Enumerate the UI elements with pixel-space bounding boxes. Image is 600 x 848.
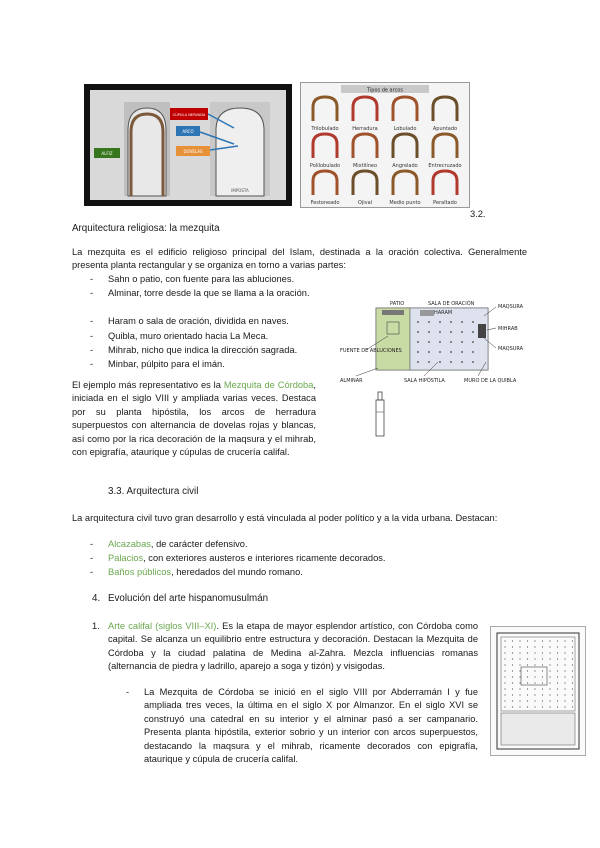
column-dot xyxy=(557,694,558,695)
arch-type-label: Peraltado xyxy=(433,200,457,206)
arch-type-item xyxy=(310,97,338,132)
arch-type-item xyxy=(353,171,377,206)
column-dot xyxy=(564,682,565,683)
column-dot xyxy=(428,321,430,323)
column-dot xyxy=(527,658,528,659)
column-dot xyxy=(534,676,535,677)
column-dot xyxy=(564,646,565,647)
arch-type-item xyxy=(352,97,377,132)
arch-types-figure xyxy=(300,82,470,208)
column-dot xyxy=(504,682,505,683)
column-dot xyxy=(534,670,535,671)
califal-subitem: - La Mezquita de Córdoba se inició en el siglo VIII por Abderramán I y fue ampliada tres veces, la última en el siglo X por Almanzor. En el siglo XVI se construyó una catedral en su interior y el alminar pasó a ser campanario. Presenta planta hipóstila, exterior sobrio y un interior con arcos superpuestos, destacando la maqsura y el mihrab, ricamente decorados con epigrafía, ataurique y cúpula de crucería califal. xyxy=(126,687,478,765)
column-dot xyxy=(564,700,565,701)
column-dot xyxy=(549,694,550,695)
column-dot xyxy=(564,676,565,677)
heading-civil: 3.3. Arquitectura civil xyxy=(108,486,199,497)
column-dot xyxy=(504,694,505,695)
column-dot xyxy=(549,676,550,677)
arch-type-label: Mixtilíneo xyxy=(352,163,378,169)
column-dot xyxy=(534,664,535,665)
column-dot xyxy=(542,658,543,659)
column-dot xyxy=(534,652,535,653)
column-dot xyxy=(417,321,419,323)
arch-label-dovelas: DOVELAS xyxy=(183,149,203,154)
column-dot xyxy=(519,658,520,659)
column-dot xyxy=(504,706,505,707)
column-dot xyxy=(549,640,550,641)
cordoba-plan-figure xyxy=(490,626,586,756)
column-dot xyxy=(512,658,513,659)
column-dot xyxy=(557,670,558,671)
column-dot xyxy=(450,351,452,353)
column-dot xyxy=(527,646,528,647)
column-dot xyxy=(461,331,463,333)
list-item: - Alcazabas, de carácter defensivo. xyxy=(90,539,248,549)
column-dot xyxy=(534,700,535,701)
column-dot xyxy=(472,351,474,353)
plan-label-patio: PATIO xyxy=(390,301,405,307)
arch-type-label: Ojival xyxy=(357,200,373,206)
list-item: - Palacios, con exteriores austeros e interiores ricamente decorados. xyxy=(90,553,386,563)
column-dot xyxy=(450,321,452,323)
column-dot xyxy=(439,321,441,323)
column-dot xyxy=(504,688,505,689)
section-number-tail: 3.2. xyxy=(470,209,486,219)
column-dot xyxy=(512,640,513,641)
example-paragraph: El ejemplo más representativo es la Mezquita de Córdoba, iniciada en el siglo VIII y ampliada varias veces. Destaca por su planta hipóstila, los arcos de herradura superpuestos con alternancia de dovelas rojas y blancas, así como por la rica decoración de la maqsura y el mihrab, con epigrafía, ataurique y cúpulas de crucería califal. xyxy=(72,380,316,458)
column-dot xyxy=(439,361,441,363)
column-dot xyxy=(549,646,550,647)
arch-type-item xyxy=(392,134,417,169)
list-item: - Mihrab, nicho que indica la dirección sagrada. xyxy=(90,345,298,355)
column-dot xyxy=(557,682,558,683)
column-dot xyxy=(534,706,535,707)
column-dot xyxy=(512,694,513,695)
column-dot xyxy=(512,646,513,647)
heading-mezquita: Arquitectura religiosa: la mezquita xyxy=(72,223,220,234)
column-dot xyxy=(512,700,513,701)
column-dot xyxy=(519,688,520,689)
column-dot xyxy=(417,351,419,353)
column-dot xyxy=(549,706,550,707)
arte-califal-link[interactable]: Arte califal (siglos VIII–XI) xyxy=(108,621,217,631)
column-dot xyxy=(461,321,463,323)
column-dot xyxy=(527,688,528,689)
column-dot xyxy=(542,664,543,665)
column-dot xyxy=(519,664,520,665)
arch-type-label: Herradura xyxy=(352,126,378,132)
column-dot xyxy=(439,351,441,353)
column-dot xyxy=(417,341,419,343)
column-dot xyxy=(564,694,565,695)
column-dot xyxy=(461,341,463,343)
mezquita-cordoba-link[interactable]: Mezquita de Córdoba xyxy=(223,380,314,390)
column-dot xyxy=(534,640,535,641)
column-dot xyxy=(534,694,535,695)
column-dot xyxy=(428,351,430,353)
mosque-plan-sketch xyxy=(338,296,526,446)
column-dot xyxy=(504,664,505,665)
column-dot xyxy=(572,640,573,641)
column-dot xyxy=(461,361,463,363)
column-dot xyxy=(534,658,535,659)
column-dot xyxy=(519,670,520,671)
column-dot xyxy=(557,664,558,665)
column-dot xyxy=(572,688,573,689)
column-dot xyxy=(564,640,565,641)
column-dot xyxy=(504,640,505,641)
arch-type-label: Lobulado xyxy=(393,126,417,132)
column-dot xyxy=(542,652,543,653)
list-item: - Haram o sala de oración, dividida en naves. xyxy=(90,316,289,326)
column-dot xyxy=(564,706,565,707)
column-dot xyxy=(542,688,543,689)
column-dot xyxy=(542,676,543,677)
arch-type-item xyxy=(428,134,461,169)
column-dot xyxy=(527,652,528,653)
column-dot xyxy=(549,682,550,683)
plan-label-sala-bottom: SALA HIPÓSTILA xyxy=(404,378,445,384)
column-dot xyxy=(564,670,565,671)
plan-label-mihrab: MIHRAB xyxy=(498,326,518,332)
column-dot xyxy=(572,682,573,683)
column-dot xyxy=(504,658,505,659)
column-dot xyxy=(534,688,535,689)
plan-label-maqsura-top: MAQSURA xyxy=(498,304,524,310)
column-dot xyxy=(542,670,543,671)
column-dot xyxy=(417,361,419,363)
column-dot xyxy=(542,706,543,707)
column-dot xyxy=(472,341,474,343)
civil-intro: La arquitectura civil tuvo gran desarrollo y está vinculada al poder político y a la vida urbana. Destacan: xyxy=(72,513,498,523)
plan-label-sala: SALA DE ORACIÓN xyxy=(428,301,475,307)
list-item: - Baños públicos, heredados del mundo romano. xyxy=(90,567,303,577)
column-dot xyxy=(572,652,573,653)
column-dot xyxy=(534,682,535,683)
column-dot xyxy=(549,664,550,665)
arch-type-item xyxy=(433,97,457,132)
column-dot xyxy=(564,688,565,689)
plan-label-fuente: FUENTE DE ABLUCIONES xyxy=(340,348,402,354)
list-item: - Quibla, muro orientado hacia La Meca. xyxy=(90,331,269,341)
column-dot xyxy=(519,694,520,695)
column-dot xyxy=(564,658,565,659)
column-dot xyxy=(542,640,543,641)
column-dot xyxy=(461,351,463,353)
column-dot xyxy=(519,700,520,701)
column-dot xyxy=(557,706,558,707)
column-dot xyxy=(542,682,543,683)
column-dot xyxy=(557,640,558,641)
column-dot xyxy=(472,331,474,333)
column-dot xyxy=(572,670,573,671)
column-dot xyxy=(572,646,573,647)
arch-label-alfiz: ALFIZ xyxy=(101,151,113,156)
arch-label-imposta: IMPOSTA xyxy=(231,188,249,193)
heading-evolucion: 4. Evolución del arte hispanomusulmán xyxy=(92,593,269,604)
column-dot xyxy=(564,664,565,665)
arch-type-item xyxy=(311,171,340,206)
column-dot xyxy=(557,652,558,653)
column-dot xyxy=(572,700,573,701)
column-dot xyxy=(512,688,513,689)
column-dot xyxy=(542,700,543,701)
column-dot xyxy=(428,331,430,333)
column-dot xyxy=(504,676,505,677)
column-dot xyxy=(527,664,528,665)
arch-anatomy-figure xyxy=(84,84,292,206)
column-dot xyxy=(542,646,543,647)
list-item: - Sahn o patio, con fuente para las abluciones. xyxy=(90,274,295,284)
column-dot xyxy=(504,670,505,671)
column-dot xyxy=(504,652,505,653)
column-dot xyxy=(557,688,558,689)
column-dot xyxy=(527,676,528,677)
column-dot xyxy=(504,646,505,647)
column-dot xyxy=(527,682,528,683)
column-dot xyxy=(549,700,550,701)
column-dot xyxy=(534,646,535,647)
arch-type-label: Trilobulado xyxy=(311,126,339,132)
column-dot xyxy=(557,700,558,701)
arch-type-label: Angrelado xyxy=(392,163,418,169)
arch-type-label: Medio punto xyxy=(389,200,421,206)
arch-type-label: Festoneado xyxy=(310,200,340,206)
arch-type-label: Entrecruzado xyxy=(428,163,462,169)
column-dot xyxy=(450,341,452,343)
column-dot xyxy=(519,652,520,653)
list-item: - Minbar, púlpito para el imán. xyxy=(90,359,225,369)
column-dot xyxy=(572,706,573,707)
column-dot xyxy=(527,670,528,671)
column-dot xyxy=(527,706,528,707)
column-dot xyxy=(504,700,505,701)
column-dot xyxy=(428,361,430,363)
column-dot xyxy=(549,652,550,653)
column-dot xyxy=(557,676,558,677)
plan-label-alminar: ALMINAR xyxy=(340,378,363,384)
plan-label-quibla: MURO DE LA QUIBLA xyxy=(464,378,517,384)
column-dot xyxy=(519,682,520,683)
arch-type-item xyxy=(393,97,417,132)
plan-label-haram: HARAM xyxy=(434,310,453,316)
column-dot xyxy=(549,688,550,689)
arch-type-item xyxy=(433,171,457,206)
column-dot xyxy=(512,682,513,683)
column-dot xyxy=(519,676,520,677)
column-dot xyxy=(572,694,573,695)
column-dot xyxy=(472,321,474,323)
list-item: - Alminar, torre desde la que se llama a la oración. xyxy=(90,288,310,298)
column-dot xyxy=(519,706,520,707)
column-dot xyxy=(512,652,513,653)
plan-label-maqsura: MAQSURA xyxy=(498,346,524,352)
column-dot xyxy=(519,640,520,641)
column-dot xyxy=(512,706,513,707)
column-dot xyxy=(527,700,528,701)
column-dot xyxy=(512,670,513,671)
arch-types-title: Tipos de arcos xyxy=(367,87,403,94)
column-dot xyxy=(557,646,558,647)
column-dot xyxy=(549,658,550,659)
column-dot xyxy=(450,361,452,363)
column-dot xyxy=(439,331,441,333)
column-dot xyxy=(439,341,441,343)
column-dot xyxy=(527,640,528,641)
column-dot xyxy=(542,694,543,695)
califal-paragraph: 1. Arte califal (siglos VIII–XI). Es la etapa de mayor esplendor artístico, con Córdoba como capital. Se alcanza un equilibrio entre estructura y decoración. Destacan la Mezquita de Córdoba y la ciudad palatina de Medina al-Zahra. Mezcla influencias romanas (alternancia de piedra y ladrillo, aparejo a soga y tizón) y visigodas. xyxy=(92,621,478,672)
column-dot xyxy=(428,341,430,343)
arch-label-cupula: CÚPULA NERVADA xyxy=(172,113,206,117)
column-dot xyxy=(572,658,573,659)
column-dot xyxy=(512,676,513,677)
arch-type-label: Polilobulado xyxy=(309,163,341,169)
arch-type-item xyxy=(353,134,377,169)
arch-type-item xyxy=(389,171,420,206)
column-dot xyxy=(512,664,513,665)
column-dot xyxy=(450,331,452,333)
arch-type-label: Apuntado xyxy=(432,126,458,132)
column-dot xyxy=(472,361,474,363)
arch-label-arco: ARCO xyxy=(182,129,194,134)
column-dot xyxy=(572,676,573,677)
column-dot xyxy=(572,664,573,665)
column-dot xyxy=(417,331,419,333)
arch-type-item xyxy=(310,134,340,169)
column-dot xyxy=(519,646,520,647)
column-dot xyxy=(564,652,565,653)
mezquita-intro: La mezquita es el edificio religioso principal del Islam, destinada a la oración colectiva. Generalmente presenta planta rectangular y se organiza en torno a varias partes: xyxy=(72,247,527,271)
column-dot xyxy=(549,670,550,671)
column-dot xyxy=(527,694,528,695)
column-dot xyxy=(557,658,558,659)
